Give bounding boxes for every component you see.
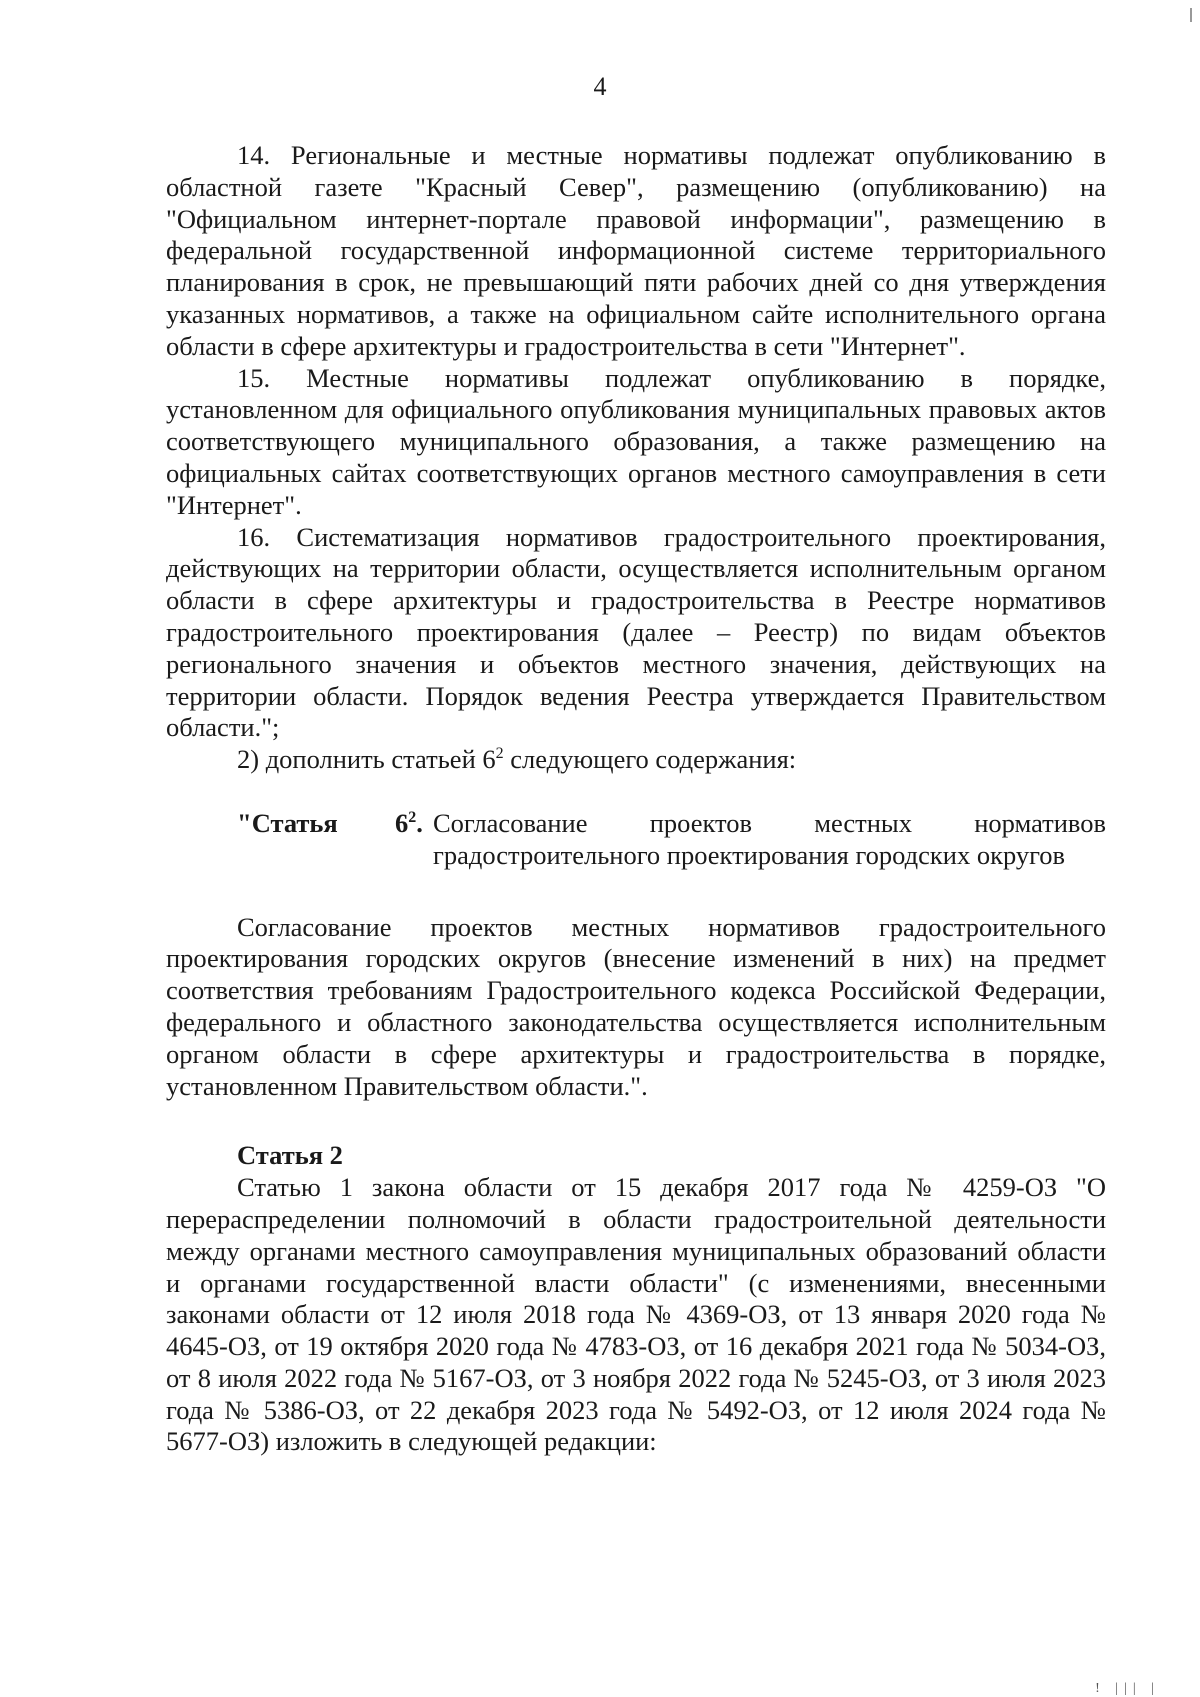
paragraph-amendment-2 <box>166 744 1106 776</box>
amendment-2-text-after: следующего содержания: <box>503 744 797 775</box>
scan-edge-marks: ! ||| | <box>1095 1681 1160 1696</box>
article-6-2-label: "Статья <box>237 807 338 838</box>
paragraph-16: 16. Систематизация нормативов градостроительного проектирования, действующих на территории области, осуществляется исполнительным органом области в сфере архитектуры и градостроительства в Реестре нормативов градостроительного проектирования (далее – Реестр) по видам объектов регионального значения и объектов местного значения, действующих на территории области. Порядок ведения Реестра утверждается Правительством области."; <box>166 521 1106 743</box>
article-6-2-body: Согласование проектов местных нормативов градостроительного проектирования городских округов (внесение изменений в них) на предмет соответствия требованиям Градостроительного кодекса Российской Федерации, федерального и областного законодательства осуществляется исполнительным органом области в сфере архитектуры и градостроительства в порядке, установленном Правительством области.". <box>166 911 1106 1101</box>
article-6-2-number: $6^2$. <box>395 807 423 838</box>
article-6-2-title: Согласование проектов местных нормативов градостроительного проектирования городских округов <box>433 807 1106 870</box>
paragraph-15: 15. Местные нормативы подлежат опубликованию в порядке, установленном для официального опубликования муниципальных правовых актов соответствующего муниципального образования, а также размещению на официальных сайтах соответствующих органов местного самоуправления в сети "Интернет". <box>166 362 1106 520</box>
page-number: 4 <box>593 72 607 101</box>
paragraph-14: 14. Региональные и местные нормативы подлежат опубликованию в областной газете "Красный Север", размещению (опубликованию) на "Официальном интернет-портале правовой информации", размещению в федеральной государственной информационной системе территориального планирования в срок, не превышающий пяти рабочих дней со дня утверждения указанных нормативов, а также на официальном сайте исполнительного органа области в сфере архитектуры и градостроительства в сети "Интернет". <box>166 140 1106 361</box>
document-body <box>166 140 1106 1458</box>
amendment-2-superscript: 2 <box>495 745 504 763</box>
scan-corner-mark <box>1190 8 1192 22</box>
article-6-2-heading <box>237 808 1106 872</box>
article-2-heading: Статья 2 <box>237 1140 343 1171</box>
amendment-2-text-before: 2) дополнить статьей 6 <box>237 744 496 775</box>
article-2-body: Статью 1 закона области от 15 декабря 2017 года № 4259-ОЗ "О перераспределении полномочий в области градостроительной деятельности между органами местного самоуправления муниципальных образований области и органами государственной власти области" (с изменениями, внесенными законами области от 12 июля 2018 года № 4369-ОЗ, от 13 января 2020 года № 4645-ОЗ, от 19 октября 2020 года № 4783-ОЗ, от 16 декабря 2021 года № 5034-ОЗ, от 8 июля 2022 года № 5167-ОЗ, от 3 ноября 2022 года № 5245-ОЗ, от 3 июля 2023 года № 5386-ОЗ, от 22 декабря 2023 года № 5492-ОЗ, от 12 июля 2024 года № 5677-ОЗ) изложить в следующей редакции: <box>166 1172 1106 1457</box>
